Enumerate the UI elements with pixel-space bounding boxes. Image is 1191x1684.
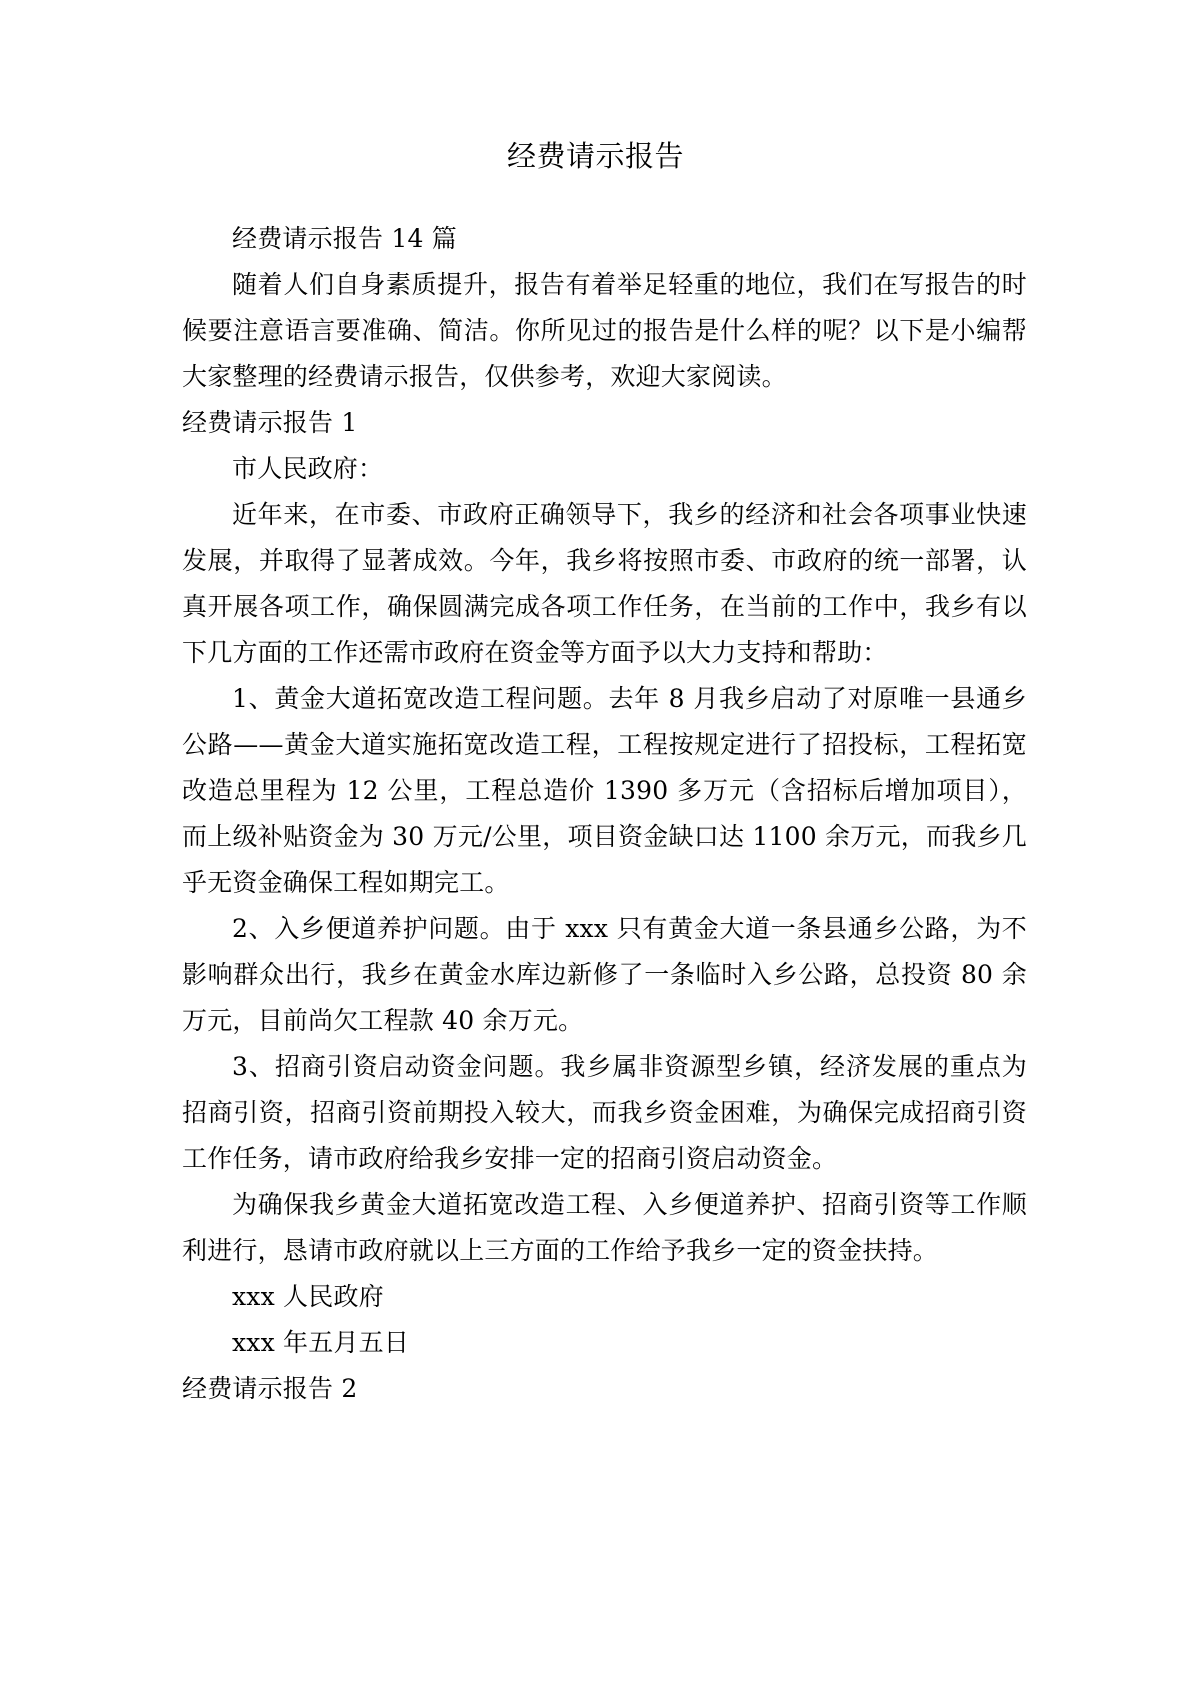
section-heading-2: 经费请示报告 2 (182, 1374, 358, 1403)
salutation: 市人民政府： (232, 454, 384, 483)
body-paragraph-item-2: 2、入乡便道养护问题。由于 xxx 只有黄金大道一条县通乡公路，为不影响群众出行，我乡在黄金水库边新修了一条临时入乡公路，总投资 80 余万元，目前尚欠工程款 40 余万元。 (182, 914, 1027, 1035)
signature-date: xxx 年五月五日 (232, 1328, 410, 1357)
body-paragraph-background: 近年来，在市委、市政府正确领导下，我乡的经济和社会各项事业快速发展，并取得了显著成效。今年，我乡将按照市委、市政府的统一部署，认真开展各项工作，确保圆满完成各项工作任务，在当前的工作中，我乡有以下几方面的工作还需市政府在资金等方面予以大力支持和帮助： (182, 500, 1027, 667)
body-paragraph-item-1: 1、黄金大道拓宽改造工程问题。去年 8 月我乡启动了对原唯一县通乡公路——黄金大道实施拓宽改造工程，工程按规定进行了招投标，工程拓宽改造总里程为 12 公里，工程总造价 1390 多万元（含招标后增加项目），而上级补贴资金为 30 万元/公里，项目资金缺口达 1100 余万元，而我乡几乎无资金确保工程如期完工。 (182, 684, 1027, 897)
section-heading-1: 经费请示报告 1 (182, 408, 358, 437)
subtitle-paragraph: 经费请示报告 14 篇 (232, 224, 457, 253)
body-paragraph-request: 为确保我乡黄金大道拓宽改造工程、入乡便道养护、招商引资等工作顺利进行，恳请市政府就以上三方面的工作给予我乡一定的资金扶持。 (182, 1190, 1027, 1265)
signature-organization: xxx 人民政府 (232, 1282, 384, 1311)
intro-paragraph: 随着人们自身素质提升，报告有着举足轻重的地位，我们在写报告的时候要注意语言要准确、简洁。你所见过的报告是什么样的呢？以下是小编帮大家整理的经费请示报告，仅供参考，欢迎大家阅读。 (182, 270, 1027, 391)
document-body (182, 216, 1027, 1412)
document-title: 经费请示报告 (506, 139, 684, 173)
body-paragraph-item-3: 3、招商引资启动资金问题。我乡属非资源型乡镇，经济发展的重点为招商引资，招商引资前期投入较大，而我乡资金困难，为确保完成招商引资工作任务，请市政府给我乡安排一定的招商引资启动资金。 (182, 1052, 1027, 1173)
